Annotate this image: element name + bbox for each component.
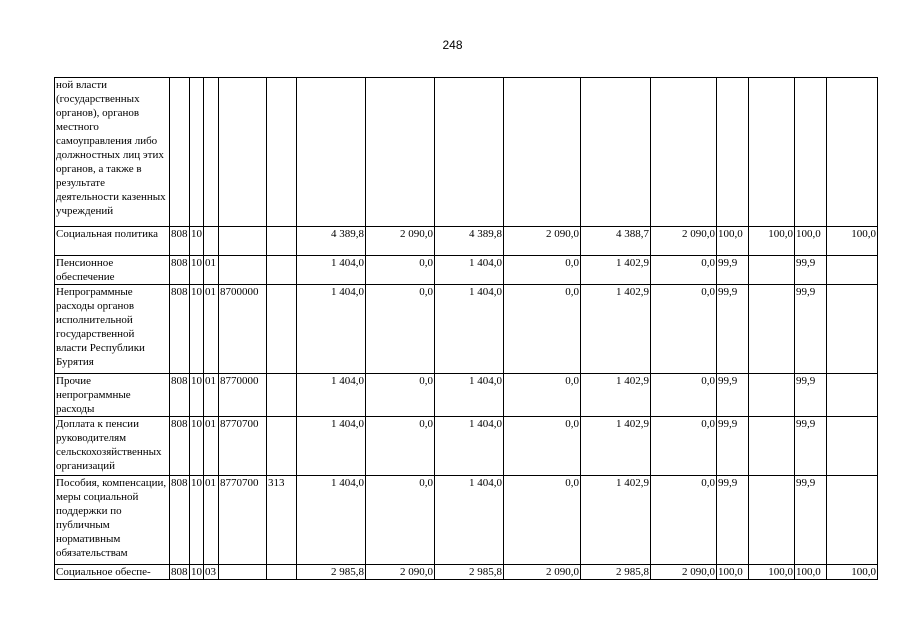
percent-cell — [749, 256, 795, 285]
amount-cell: 2 090,0 — [651, 565, 717, 580]
subsection-code-cell — [204, 227, 219, 256]
amount-cell: 0,0 — [504, 476, 581, 565]
percent-cell — [717, 78, 749, 227]
amount-cell: 0,0 — [651, 285, 717, 374]
percent-cell: 100,0 — [795, 227, 827, 256]
section-code-cell: 10 — [190, 374, 204, 417]
target-article-cell — [219, 256, 267, 285]
amount-cell: 4 389,8 — [435, 227, 504, 256]
percent-cell: 100,0 — [717, 227, 749, 256]
dept-code-cell: 808 — [170, 417, 190, 476]
percent-cell: 100,0 — [795, 565, 827, 580]
percent-cell — [827, 78, 878, 227]
amount-cell: 0,0 — [504, 285, 581, 374]
expense-type-cell — [267, 256, 297, 285]
expense-type-cell — [267, 417, 297, 476]
percent-cell — [827, 285, 878, 374]
amount-cell: 0,0 — [651, 256, 717, 285]
amount-cell — [366, 78, 435, 227]
subsection-code-cell: 03 — [204, 565, 219, 580]
subsection-code-cell: 01 — [204, 476, 219, 565]
subsection-code-cell — [204, 78, 219, 227]
percent-cell — [827, 417, 878, 476]
percent-cell — [749, 285, 795, 374]
section-code-cell — [190, 78, 204, 227]
percent-cell: 99,9 — [717, 374, 749, 417]
section-code-cell: 10 — [190, 285, 204, 374]
target-article-cell: 8770000 — [219, 374, 267, 417]
table-row — [55, 565, 878, 580]
amount-cell: 0,0 — [366, 374, 435, 417]
amount-cell: 2 090,0 — [504, 565, 581, 580]
row-name-cell: ной власти (государственных органов), органов местного самоуправления либо должностных лиц этих органов, а также в результате деятельности казенных учреждений — [55, 78, 170, 227]
percent-cell — [749, 417, 795, 476]
amount-cell: 2 090,0 — [366, 227, 435, 256]
page-number: 248 — [442, 38, 463, 52]
amount-cell: 0,0 — [651, 476, 717, 565]
amount-cell: 0,0 — [504, 374, 581, 417]
section-code-cell: 10 — [190, 417, 204, 476]
percent-cell: 100,0 — [749, 227, 795, 256]
percent-cell: 99,9 — [795, 417, 827, 476]
section-code-cell: 10 — [191, 566, 202, 578]
percent-cell — [827, 476, 878, 565]
table-row — [55, 78, 878, 227]
target-article-cell: 8770700 — [219, 476, 267, 565]
percent-cell — [749, 476, 795, 565]
table-row — [55, 476, 878, 565]
amount-cell: 1 404,0 — [297, 476, 366, 565]
dept-code-cell: 808 — [170, 227, 190, 256]
percent-cell: 99,9 — [795, 285, 827, 374]
amount-cell: 0,0 — [366, 285, 435, 374]
row-name-cell: Непрограммные расходы органов исполнительной государственной власти Республики Бурятия — [55, 285, 170, 374]
amount-cell: 0,0 — [504, 256, 581, 285]
amount-cell — [581, 78, 651, 227]
expense-type-cell — [267, 285, 297, 374]
dept-code-cell: 808 — [170, 476, 190, 565]
amount-cell — [297, 78, 366, 227]
amount-cell: 1 402,9 — [581, 256, 651, 285]
percent-cell: 99,9 — [717, 417, 749, 476]
target-article-cell: 8770700 — [219, 417, 267, 476]
percent-cell: 99,9 — [717, 476, 749, 565]
subsection-code-cell: 01 — [204, 285, 219, 374]
row-name-cell: Пособия, компенсации, меры социальной поддержки по публичным нормативным обязательствам — [55, 476, 170, 565]
percent-cell: 99,9 — [717, 256, 749, 285]
amount-cell: 1 404,0 — [435, 256, 504, 285]
amount-cell — [504, 78, 581, 227]
amount-cell: 1 402,9 — [581, 476, 651, 565]
budget-table — [54, 77, 878, 580]
amount-cell: 2 985,8 — [297, 565, 366, 580]
expense-type-cell: 313 — [267, 476, 297, 565]
amount-cell: 0,0 — [366, 476, 435, 565]
dept-code-cell: 808 — [171, 566, 188, 578]
amount-cell: 4 388,7 — [581, 227, 651, 256]
dept-code-cell: 808 — [170, 285, 190, 374]
amount-cell: 0,0 — [651, 374, 717, 417]
percent-cell — [827, 374, 878, 417]
amount-cell: 1 404,0 — [435, 374, 504, 417]
table-row — [55, 285, 878, 374]
amount-cell: 0,0 — [504, 417, 581, 476]
amount-cell: 1 404,0 — [297, 256, 366, 285]
amount-cell: 0,0 — [366, 256, 435, 285]
subsection-code-cell: 01 — [204, 256, 219, 285]
amount-cell: 4 389,8 — [297, 227, 366, 256]
amount-cell: 1 402,9 — [581, 417, 651, 476]
percent-cell: 100,0 — [827, 227, 878, 256]
amount-cell: 2 090,0 — [366, 565, 435, 580]
percent-cell: 99,9 — [795, 476, 827, 565]
percent-cell: 100,0 — [827, 565, 878, 580]
section-code-cell: 10 — [190, 227, 204, 256]
amount-cell: 1 402,9 — [581, 285, 651, 374]
target-article-cell — [219, 78, 267, 227]
amount-cell: 1 402,9 — [581, 374, 651, 417]
amount-cell — [435, 78, 504, 227]
percent-cell: 99,9 — [795, 256, 827, 285]
row-name-cell: Прочие непрограммные расходы — [55, 374, 170, 417]
percent-cell — [749, 78, 795, 227]
expense-type-cell — [267, 565, 297, 580]
target-article-cell — [219, 565, 267, 580]
table-row — [55, 417, 878, 476]
dept-code-cell — [170, 78, 190, 227]
row-name-cell: Социальное обеспе- — [55, 565, 170, 580]
percent-cell: 99,9 — [717, 285, 749, 374]
expense-type-cell — [267, 227, 297, 256]
percent-cell: 99,9 — [795, 374, 827, 417]
percent-cell: 100,0 — [749, 565, 795, 580]
dept-code-cell: 808 — [170, 374, 190, 417]
amount-cell: 1 404,0 — [297, 374, 366, 417]
amount-cell: 1 404,0 — [435, 476, 504, 565]
table-row — [55, 256, 878, 285]
percent-cell — [827, 256, 878, 285]
row-name-cell: Доплата к пенсии руководителям сельскохозяйственных организаций — [55, 417, 170, 476]
amount-cell: 0,0 — [366, 417, 435, 476]
dept-code-cell: 808 — [170, 256, 190, 285]
section-code-cell: 10 — [190, 476, 204, 565]
amount-cell — [651, 78, 717, 227]
amount-cell: 2 985,8 — [435, 565, 504, 580]
amount-cell: 0,0 — [651, 417, 717, 476]
amount-cell: 2 985,8 — [581, 565, 651, 580]
amount-cell: 2 090,0 — [651, 227, 717, 256]
percent-cell — [795, 78, 827, 227]
row-name-cell: Пенсионное обеспечение — [55, 256, 170, 285]
amount-cell: 1 404,0 — [435, 285, 504, 374]
percent-cell — [749, 374, 795, 417]
expense-type-cell — [267, 374, 297, 417]
amount-cell: 1 404,0 — [297, 285, 366, 374]
amount-cell: 2 090,0 — [504, 227, 581, 256]
subsection-code-cell: 01 — [204, 417, 219, 476]
amount-cell: 1 404,0 — [435, 417, 504, 476]
target-article-cell: 8700000 — [219, 285, 267, 374]
table-row — [55, 227, 878, 256]
target-article-cell — [219, 227, 267, 256]
amount-cell: 1 404,0 — [297, 417, 366, 476]
percent-cell: 100,0 — [717, 565, 749, 580]
row-name-cell: Социальная политика — [55, 227, 170, 256]
expense-type-cell — [267, 78, 297, 227]
subsection-code-cell: 01 — [204, 374, 219, 417]
section-code-cell: 10 — [190, 256, 204, 285]
table-row — [55, 374, 878, 417]
